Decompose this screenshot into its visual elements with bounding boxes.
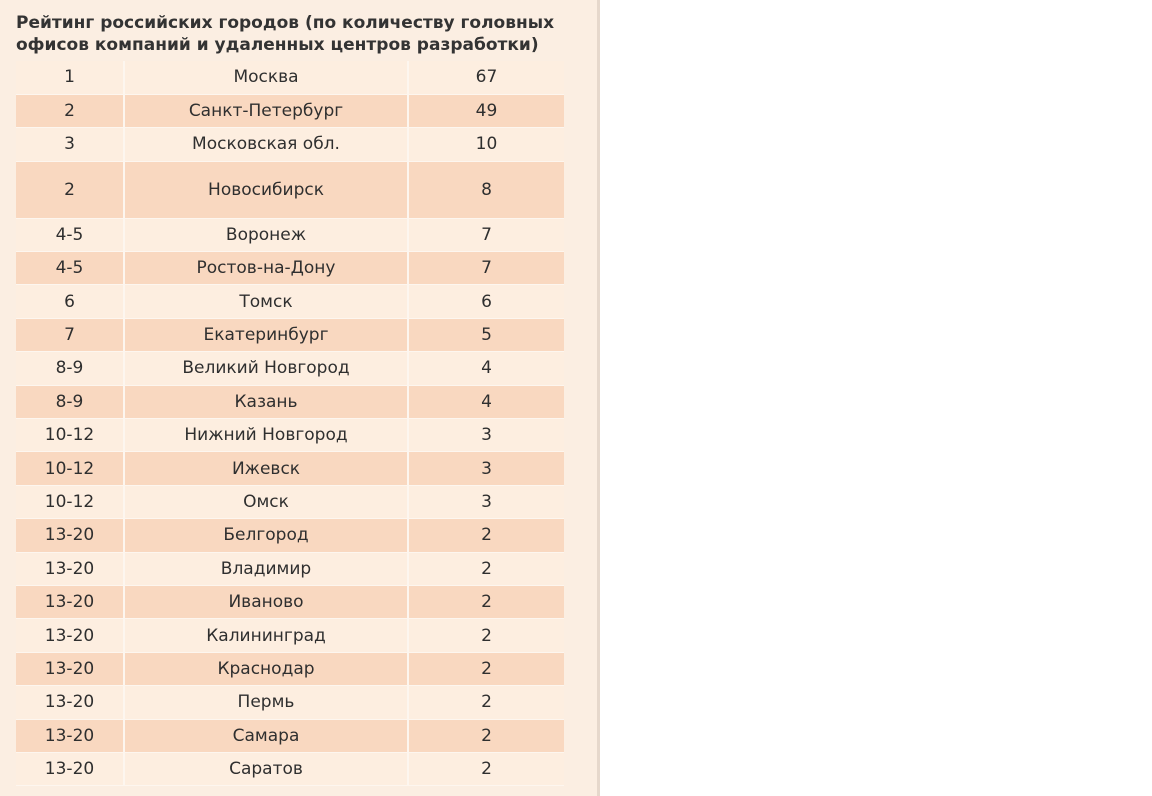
count-cell: 3 [408, 452, 564, 485]
count-cell: 2 [408, 585, 564, 618]
table-row [16, 94, 564, 127]
table-row [16, 385, 564, 418]
rank-cell: 2 [16, 94, 124, 127]
city-cell: Екатеринбург [124, 318, 408, 351]
city-cell: Иваново [124, 585, 408, 618]
city-cell: Новосибирск [124, 161, 408, 218]
table-row [16, 485, 564, 518]
rank-cell: 13-20 [16, 552, 124, 585]
count-cell: 2 [408, 652, 564, 685]
table-row [16, 218, 564, 251]
table-row [16, 452, 564, 485]
city-cell: Воронеж [124, 218, 408, 251]
rank-cell: 4-5 [16, 218, 124, 251]
rank-cell: 4-5 [16, 252, 124, 285]
city-cell: Московская обл. [124, 128, 408, 161]
city-cell: Самара [124, 719, 408, 752]
rank-cell: 3 [16, 128, 124, 161]
ranking-table [16, 61, 564, 786]
city-cell: Томск [124, 285, 408, 318]
count-cell: 7 [408, 218, 564, 251]
table-row [16, 619, 564, 652]
count-cell: 3 [408, 485, 564, 518]
table-row [16, 552, 564, 585]
rank-cell: 13-20 [16, 519, 124, 552]
rank-cell: 1 [16, 61, 124, 94]
rank-cell: 13-20 [16, 619, 124, 652]
table-row [16, 519, 564, 552]
table-row [16, 752, 564, 785]
rank-cell: 10-12 [16, 419, 124, 452]
rank-cell: 13-20 [16, 585, 124, 618]
city-cell: Владимир [124, 552, 408, 585]
table-row [16, 61, 564, 94]
count-cell: 6 [408, 285, 564, 318]
count-cell: 2 [408, 519, 564, 552]
city-cell: Калининград [124, 619, 408, 652]
table-row [16, 252, 564, 285]
rank-cell: 8-9 [16, 385, 124, 418]
city-cell: Нижний Новгород [124, 419, 408, 452]
count-cell: 3 [408, 419, 564, 452]
table-row [16, 352, 564, 385]
rank-cell: 10-12 [16, 452, 124, 485]
rank-cell: 6 [16, 285, 124, 318]
rank-cell: 13-20 [16, 719, 124, 752]
table-title: Рейтинг российских городов (по количеству головных офисов компаний и удаленных центров разработки) [16, 13, 555, 55]
table-row [16, 285, 564, 318]
rank-cell: 13-20 [16, 652, 124, 685]
table-row [16, 686, 564, 719]
city-cell: Великий Новгород [124, 352, 408, 385]
count-cell: 7 [408, 252, 564, 285]
city-cell: Белгород [124, 519, 408, 552]
count-cell: 49 [408, 94, 564, 127]
rank-cell: 7 [16, 318, 124, 351]
city-cell: Краснодар [124, 652, 408, 685]
count-cell: 67 [408, 61, 564, 94]
rank-cell: 2 [16, 161, 124, 218]
table-row [16, 719, 564, 752]
count-cell: 2 [408, 619, 564, 652]
count-cell: 2 [408, 552, 564, 585]
rank-cell: 13-20 [16, 686, 124, 719]
count-cell: 4 [408, 352, 564, 385]
city-cell: Ростов-на-Дону [124, 252, 408, 285]
count-cell: 8 [408, 161, 564, 218]
table-row [16, 161, 564, 218]
rank-cell: 8-9 [16, 352, 124, 385]
count-cell: 2 [408, 752, 564, 785]
city-cell: Ижевск [124, 452, 408, 485]
table-row [16, 419, 564, 452]
ranking-table-body [16, 61, 564, 786]
count-cell: 2 [408, 719, 564, 752]
table-row [16, 585, 564, 618]
table-row [16, 318, 564, 351]
count-cell: 2 [408, 686, 564, 719]
count-cell: 4 [408, 385, 564, 418]
rank-cell: 10-12 [16, 485, 124, 518]
city-cell: Пермь [124, 686, 408, 719]
count-cell: 5 [408, 318, 564, 351]
city-cell: Москва [124, 61, 408, 94]
table-row [16, 128, 564, 161]
city-cell: Казань [124, 385, 408, 418]
count-cell: 10 [408, 128, 564, 161]
city-cell: Омск [124, 485, 408, 518]
city-cell: Санкт-Петербург [124, 94, 408, 127]
city-cell: Саратов [124, 752, 408, 785]
rank-cell: 13-20 [16, 752, 124, 785]
table-row [16, 652, 564, 685]
